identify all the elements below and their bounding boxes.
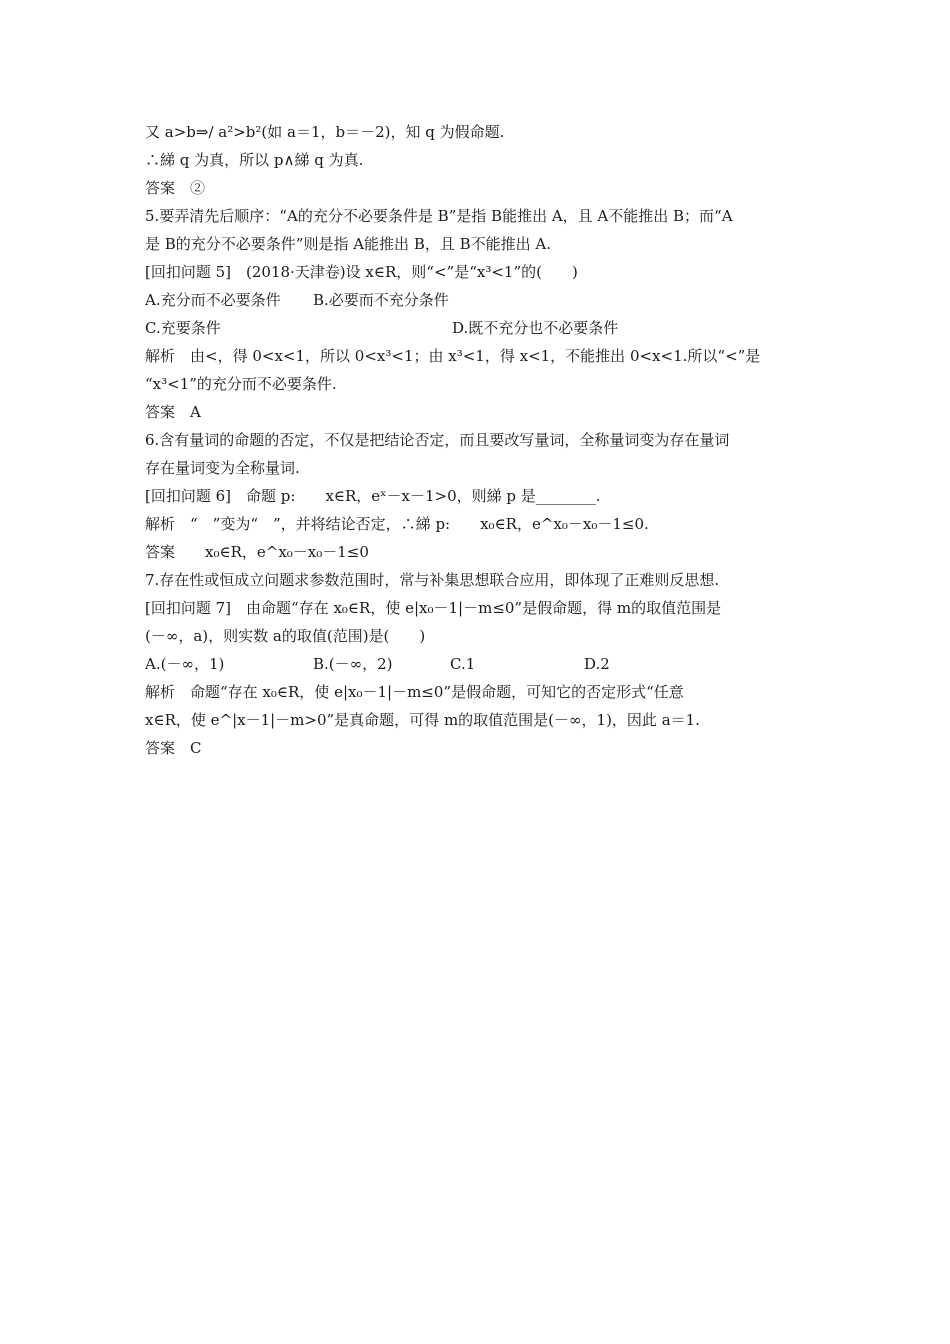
document-body: [145, 118, 810, 762]
option-d: D.2: [584, 655, 610, 673]
point-6-text: 存在量词变为全称量词.: [145, 459, 300, 477]
option-a: A.充分而不必要条件: [145, 291, 281, 309]
analysis-line: 解析 命题“存在 x₀∈R，使 e|x₀－1|－m≤0”是假命题，可知它的否定形式“任意: [145, 683, 684, 701]
point-7-text: 7.存在性或恒成立问题求参数范围时，常与补集思想联合应用，即体现了正难则反思想.: [145, 571, 720, 589]
answer-line: 答案 A: [145, 403, 201, 421]
option-b: B.必要而不充分条件: [313, 291, 449, 309]
answer-line: 答案 x₀∈R，e^x₀－x₀－1≤0: [145, 543, 369, 561]
q7-options-row: [145, 650, 810, 678]
review-question-5: [回扣问题 5] (2018·天津卷)设 x∈R，则“<”是“x³<1”的( ): [145, 263, 578, 281]
answer-line: 答案 C: [145, 739, 202, 757]
option-c: C.1: [450, 655, 476, 673]
analysis-line: 解析 “ ”变为“ ”，并将结论否定，∴綈 p: x₀∈R，e^x₀－x₀－1≤0.: [145, 515, 649, 533]
analysis-line: 解析 由<，得 0<x<1，所以 0<x³<1；由 x³<1，得 x<1，不能推出 0<x<1.所以“<”是: [145, 347, 761, 365]
review-question-6: [回扣问题 6] 命题 p: x∈R，eˣ－x－1>0，则綈 p 是________.: [145, 487, 601, 505]
q5-options-row2: [145, 314, 810, 342]
answer-line: 答案 ②: [145, 179, 206, 197]
point-5-text: 是 B的充分不必要条件”则是指 A能推出 B，且 B不能推出 A.: [145, 235, 552, 253]
option-c: C.充要条件: [145, 319, 221, 337]
text-line: 又 a>b⇒/ a²>b²(如 a＝1，b＝－2)，知 q 为假命题.: [145, 123, 505, 141]
analysis-line: x∈R，使 e^|x－1|－m>0”是真命题，可得 m的取值范围是(－∞，1)，因此 a＝1.: [145, 711, 700, 729]
review-question-7: [回扣问题 7] 由命题“存在 x₀∈R，使 e|x₀－1|－m≤0”是假命题，得 m的取值范围是: [145, 599, 722, 617]
review-question-7: (－∞，a)，则实数 a的取值(范围)是( ): [145, 627, 426, 645]
q5-options-row1: [145, 286, 810, 314]
text-line: ∴綈 q 为真，所以 p∧綈 q 为真.: [145, 151, 364, 169]
option-d: D.既不充分也不必要条件: [452, 319, 619, 337]
option-b: B.(－∞，2): [313, 655, 393, 673]
point-5-text: 5.要弄清先后顺序：“A的充分不必要条件是 B”是指 B能推出 A，且 A不能推出 B；而“A: [145, 207, 733, 225]
analysis-line: “x³<1”的充分而不必要条件.: [145, 375, 337, 393]
option-a: A.(－∞，1): [145, 655, 225, 673]
point-6-text: 6.含有量词的命题的否定，不仅是把结论否定，而且要改写量词，全称量词变为存在量词: [145, 431, 730, 449]
